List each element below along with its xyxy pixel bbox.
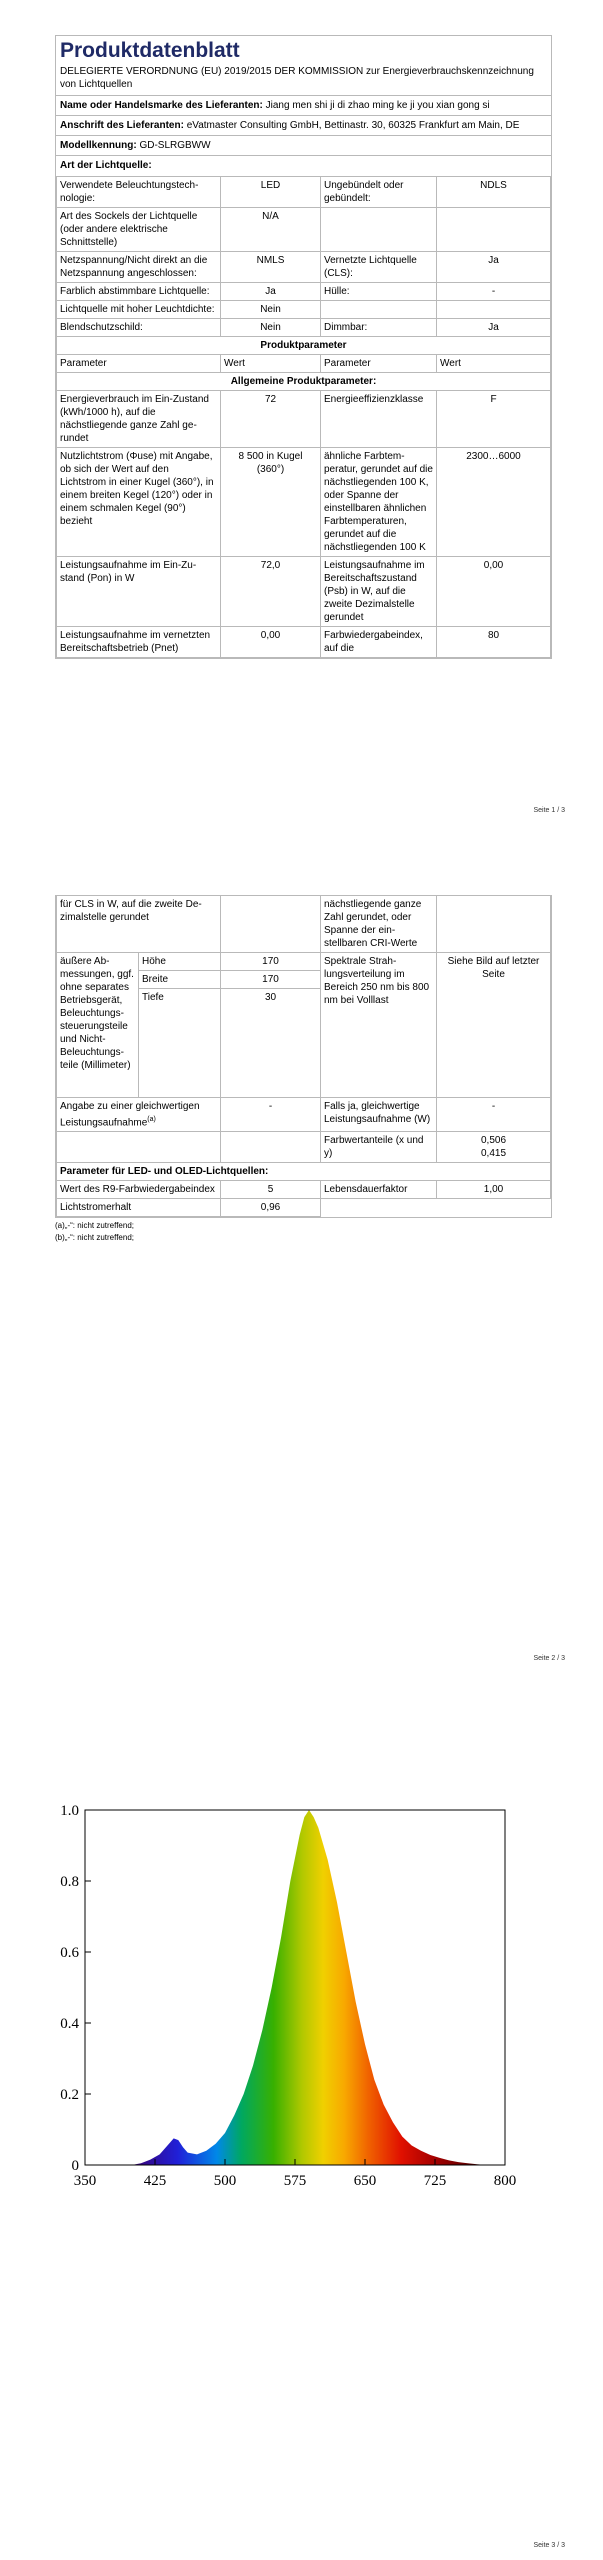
- table-row: [57, 252, 551, 283]
- type-label: Dimmbar:: [321, 319, 437, 337]
- table-row: [57, 355, 551, 373]
- y-tick-label: 0.6: [60, 1945, 79, 1961]
- y-tick-label: 0.2: [60, 2087, 79, 2103]
- footnote-mark: (a): [147, 1116, 156, 1123]
- type-label: Hülle:: [321, 283, 437, 301]
- type-label: Art des Sockels der Lichtquelle (oder andere elektrische Schnittstelle): [57, 208, 221, 252]
- product-parameters-table-continued: [56, 895, 551, 1217]
- type-value: Nein: [221, 301, 321, 319]
- type-value: N/A: [221, 208, 321, 252]
- column-header-parameter: Parameter: [57, 355, 221, 373]
- x-tick-label: 350: [73, 2173, 97, 2189]
- table-row: [57, 373, 551, 391]
- param-value: 72: [221, 391, 321, 448]
- page-number: Seite 1 / 3: [533, 807, 565, 814]
- equivalent-power-text: Angabe zu einer gleichwertigen Leistungsaufnahme: [60, 1101, 200, 1129]
- type-value: Ja: [437, 252, 551, 283]
- param-value: F: [437, 391, 551, 448]
- type-label: Blendschutzschild:: [57, 319, 221, 337]
- y-tick-label: 0: [71, 2158, 79, 2174]
- type-value: Ja: [437, 319, 551, 337]
- model-label: Modellkennung:: [60, 140, 137, 151]
- dimension-name: Tiefe: [139, 989, 221, 1098]
- param-label: für CLS in W, auf die zweite Dezimalstelle gerundet: [57, 896, 221, 953]
- param-label: Energieeffizienzklasse: [321, 391, 437, 448]
- x-tick-label: 575: [283, 2173, 307, 2189]
- regulation-intro: DELEGIERTE VERORDNUNG (EU) 2019/2015 DER KOMMISSION zur Energieverbrauchskennzeichnung von Lichtquellen: [60, 66, 534, 90]
- param-label: Energieverbrauch im Ein-Zustand (kWh/1000 h), auf die nächstliegende ganze Zahl gerundet: [57, 391, 221, 448]
- footnotes: [55, 1217, 552, 1244]
- lifetime-factor-label: Lebensdauerfaktor: [321, 1181, 437, 1199]
- dimension-value: 30: [221, 989, 321, 1098]
- param-label: Leistungsaufnahme im vernetzten Bereitschaftsbetrieb (Pnet): [57, 627, 221, 658]
- spectral-distribution-chart: [40, 1795, 530, 2215]
- type-label: Netzspannung/Nicht direkt an die Netzspannung angeschlossen:: [57, 252, 221, 283]
- param-label: Leistungsaufnahme im Ein-Zustand (Pon) in W: [57, 557, 221, 627]
- y-tick-label: 0.8: [60, 1874, 79, 1890]
- equivalent-power-value: -: [221, 1098, 321, 1132]
- type-value: -: [437, 283, 551, 301]
- r9-value: 5: [221, 1181, 321, 1199]
- supplier-name-label: Name oder Handelsmarke des Lieferanten:: [60, 100, 263, 111]
- light-source-type-table: [56, 176, 551, 658]
- type-value: LED: [221, 177, 321, 208]
- param-label: Farbwiedergabeindex, auf die: [321, 627, 437, 658]
- table-row: [57, 953, 551, 971]
- x-tick-label: 500: [213, 2173, 237, 2189]
- param-value: 80: [437, 627, 551, 658]
- equivalent-power-label: [57, 1098, 221, 1132]
- table-row: [57, 448, 551, 557]
- r9-label: Wert des R9-Farbwiedergabeindex: [57, 1181, 221, 1199]
- supplier-address-label: Anschrift des Lieferanten:: [60, 120, 184, 131]
- type-label: Farblich abstimmbare Lichtquelle:: [57, 283, 221, 301]
- table-row: [57, 896, 551, 953]
- plot-area: [60, 1803, 516, 2189]
- dimension-value: 170: [221, 953, 321, 971]
- spectrum-area: [132, 1810, 487, 2165]
- column-header-value: Wert: [221, 355, 321, 373]
- page-1: [0, 0, 603, 820]
- model-row: [56, 135, 551, 155]
- supplier-address-value: eVatmaster Consulting GmbH, Bettinastr. 30, 60325 Frankfurt am Main, DE: [186, 120, 520, 131]
- dimensions-label: äußere Abmessungen, ggf. ohne separates Betriebsgerät, Beleuchtungssteuerungsteile und Nicht-Beleuchtungsteile (Millimeter): [57, 953, 139, 1098]
- param-value: 2300…6000: [437, 448, 551, 557]
- table-row: [57, 1199, 551, 1217]
- type-label: Verwendete Beleuchtungstechnologie:: [57, 177, 221, 208]
- table-row: [57, 557, 551, 627]
- type-label: [321, 301, 437, 319]
- footnote-a: (a)„-“: nicht zutreffend;: [55, 1221, 134, 1231]
- type-value: NMLS: [221, 252, 321, 283]
- param-value: 0,00: [437, 557, 551, 627]
- table-row: [57, 1098, 551, 1132]
- equivalent-power-detail-label: Falls ja, gleichwertige Leistungsaufnahme (W): [321, 1098, 437, 1132]
- spectral-distribution-label: Spektrale Strahlungsverteilung im Bereich 250 nm bis 800 nm bei Volllast: [321, 953, 437, 1098]
- dimension-name: Breite: [139, 971, 221, 989]
- type-label: Lichtquelle mit hoher Leuchtdichte:: [57, 301, 221, 319]
- table-row: [57, 1132, 551, 1163]
- param-label: nächstliegende ganze Zahl gerundet, oder Spanne der einstellbaren CRI-Werte: [321, 896, 437, 953]
- column-header-parameter: Parameter: [321, 355, 437, 373]
- type-value: Ja: [221, 283, 321, 301]
- x-tick-label: 800: [493, 2173, 517, 2189]
- chromaticity-x: 0,506: [480, 1135, 507, 1147]
- lumen-maintenance-label: Lichtstromerhalt: [57, 1199, 221, 1217]
- y-tick-label: 0.4: [60, 2016, 79, 2032]
- param-label: Leistungsaufnahme im Bereitschaftszustand (Psb) in W, auf die zweite Dezimalstelle gerundet: [321, 557, 437, 627]
- param-value: 8 500 in Kugel (360°): [221, 448, 321, 557]
- type-value: [437, 208, 551, 252]
- dimension-value: 170: [221, 971, 321, 989]
- type-label: Vernetzte Lichtquelle (CLS):: [321, 252, 437, 283]
- page-2: [0, 880, 603, 1670]
- datasheet-frame-2: [55, 895, 552, 1244]
- param-label: ähnliche Farbtemperatur, gerundet auf die nächstliegenden 100 K, oder Spanne der einstellbaren ähnlichen Farbtemperaturen, gerundet auf die nächstliegenden 100 K: [321, 448, 437, 557]
- page-number: Seite 2 / 3: [533, 1655, 565, 1662]
- light-source-type-label: Art der Lichtquelle:: [56, 155, 551, 176]
- table-row: [57, 1163, 551, 1181]
- chromaticity-y: 0,415: [480, 1148, 507, 1160]
- product-parameters-heading: Produktparameter: [57, 337, 551, 355]
- type-label: Ungebündelt oder gebündelt:: [321, 177, 437, 208]
- x-tick-label: 650: [353, 2173, 377, 2189]
- supplier-address-row: [56, 115, 551, 135]
- type-label: [321, 208, 437, 252]
- datasheet-frame-1: [55, 35, 552, 659]
- y-tick-label: 1.0: [60, 1803, 79, 1819]
- supplier-name-value: Jiang men shi ji di zhao ming ke ji you xian gong si: [265, 100, 490, 111]
- table-row: [57, 177, 551, 208]
- param-value: 0,00: [221, 627, 321, 658]
- x-tick-label: 725: [423, 2173, 447, 2189]
- page-title: Produktdatenblatt: [60, 39, 240, 62]
- param-label: Nutzlichtstrom (Φuse) mit Angabe, ob sich der Wert auf den Lichtstrom in einer Kugel (360°), in einem breiten Kegel (120°) oder in einem schmalen Kegel (90°) bezieht: [57, 448, 221, 557]
- table-row: [57, 627, 551, 658]
- supplier-name-row: [56, 95, 551, 115]
- type-value: NDLS: [437, 177, 551, 208]
- led-parameters-heading: Parameter für LED- und OLED-Lichtquellen:: [57, 1163, 551, 1181]
- table-row: [57, 391, 551, 448]
- general-parameters-heading: Allgemeine Produktparameter:: [57, 373, 551, 391]
- column-header-value: Wert: [437, 355, 551, 373]
- table-row: [57, 208, 551, 252]
- dimension-name: Höhe: [139, 953, 221, 971]
- table-row: [57, 337, 551, 355]
- spectral-distribution-value: Siehe Bild auf letzter Seite: [437, 953, 551, 1098]
- lifetime-factor-value: 1,00: [437, 1181, 551, 1199]
- table-row: [57, 319, 551, 337]
- x-tick-label: 425: [143, 2173, 167, 2189]
- equivalent-power-detail-value: -: [437, 1098, 551, 1132]
- table-row: [57, 283, 551, 301]
- type-value: [437, 301, 551, 319]
- table-row: [57, 301, 551, 319]
- param-value: 72,0: [221, 557, 321, 627]
- table-row: [57, 1181, 551, 1199]
- chromaticity-values: [437, 1132, 551, 1163]
- footnote-b: (b)„-“: nicht zutreffend;: [55, 1233, 134, 1243]
- chromaticity-label: Farbwertanteile (x und y): [321, 1132, 437, 1163]
- type-value: Nein: [221, 319, 321, 337]
- lumen-maintenance-value: 0,96: [221, 1199, 321, 1217]
- page-3: [0, 1730, 603, 2560]
- page-number: Seite 3 / 3: [533, 2542, 565, 2549]
- model-value: GD-SLRGBWW: [139, 140, 211, 151]
